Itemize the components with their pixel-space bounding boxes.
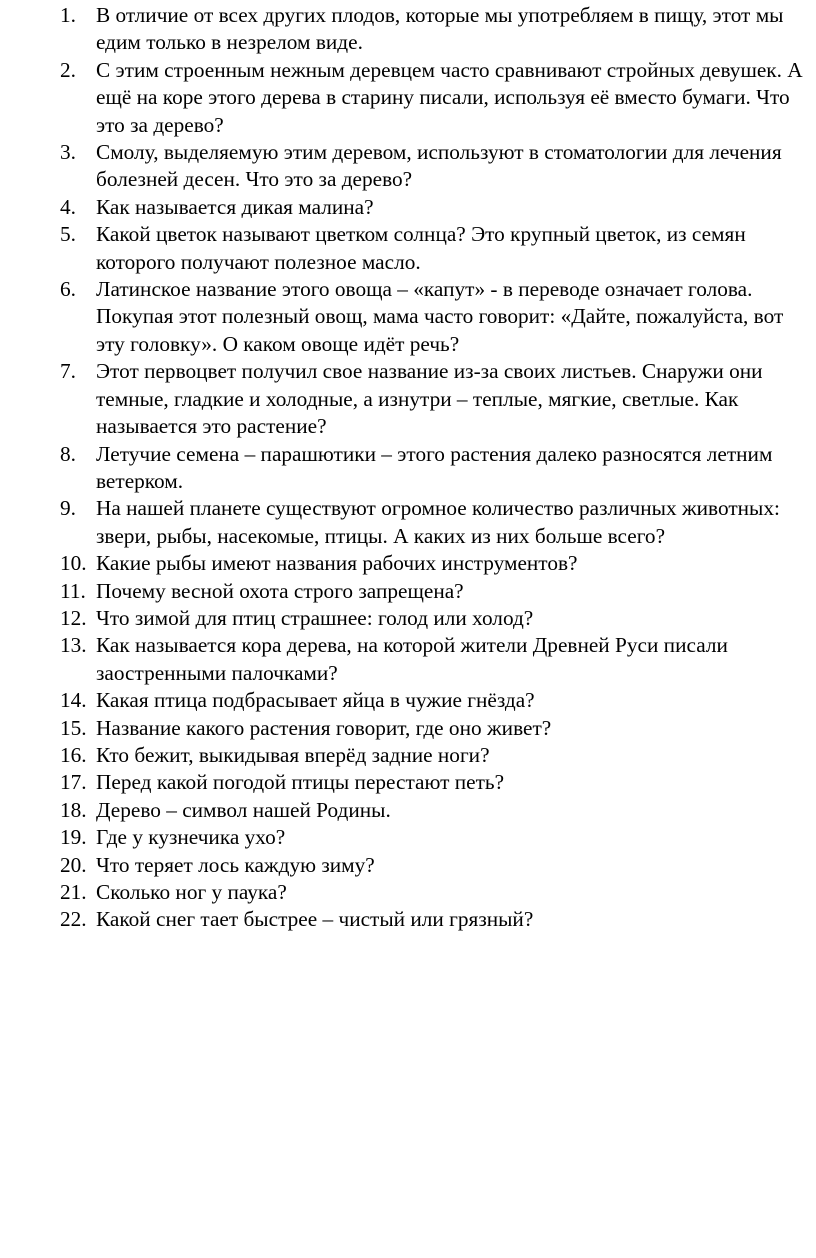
question-number: 14. xyxy=(60,688,87,713)
question-item-14 xyxy=(60,687,812,714)
question-item-20 xyxy=(60,852,812,879)
question-text: Название какого растения говорит, где оно живет? xyxy=(96,715,552,740)
question-text: Какие рыбы имеют названия рабочих инструментов? xyxy=(96,551,578,576)
question-text: С этим строенным нежным деревцем часто сравнивают стройных девушек. А ещё на коре этого дерева в старину писали, используя её вместо бумаги. Что это за дерево? xyxy=(96,57,803,137)
question-item-15 xyxy=(60,715,812,742)
question-text: В отличие от всех других плодов, которые мы употребляем в пищу, этот мы едим только в незрелом виде. xyxy=(96,3,784,55)
question-text: Латинское название этого овоща – «капут» - в переводе означает голова. Покупая этот полезный овощ, мама часто говорит: «Дайте, пожалуйста, вот эту головку». О каком овоще идёт речь? xyxy=(96,277,784,356)
question-item-7 xyxy=(60,358,812,440)
question-number: 19. xyxy=(60,825,87,850)
question-number: 11. xyxy=(60,578,86,603)
question-number: 1. xyxy=(60,3,76,27)
question-number: 15. xyxy=(60,715,87,740)
question-item-1 xyxy=(60,2,812,57)
question-text: Этот первоцвет получил свое название из-за своих листьев. Снаружи они темные, гладкие и холодные, а изнутри – теплые, мягкие, светлые. Как называется это растение? xyxy=(96,359,763,439)
question-item-12 xyxy=(60,605,812,632)
question-item-2 xyxy=(60,57,812,139)
question-item-16 xyxy=(60,742,812,769)
question-number: 6. xyxy=(60,277,76,302)
question-number: 22. xyxy=(60,907,87,932)
question-text: Почему весной охота строго запрещена? xyxy=(96,578,464,603)
question-item-10 xyxy=(60,550,812,577)
question-number: 3. xyxy=(60,140,76,165)
question-number: 10. xyxy=(60,551,87,576)
question-item-6 xyxy=(60,276,812,358)
question-text: Как называется дикая малина? xyxy=(96,194,374,219)
question-number: 12. xyxy=(60,605,87,630)
question-number: 20. xyxy=(60,852,87,877)
question-text: Что теряет лось каждую зиму? xyxy=(96,852,375,877)
question-text: Какой снег тает быстрее – чистый или грязный? xyxy=(96,907,534,932)
question-item-9 xyxy=(60,495,812,550)
question-item-22 xyxy=(60,906,812,933)
question-item-5 xyxy=(60,221,812,276)
question-text: Что зимой для птиц страшнее: голод или холод? xyxy=(96,605,534,630)
question-item-19 xyxy=(60,824,812,851)
question-number: 5. xyxy=(60,222,76,247)
question-text: Летучие семена – парашютики – этого растения далеко разносятся летним ветерком. xyxy=(96,441,773,493)
question-text: Дерево – символ нашей Родины. xyxy=(96,797,391,822)
question-list xyxy=(60,2,812,934)
question-text: Какой цветок называют цветком солнца? Это крупный цветок, из семян которого получают полезное масло. xyxy=(96,222,746,274)
question-number: 13. xyxy=(60,633,87,658)
question-text: Какая птица подбрасывает яйца в чужие гнёзда? xyxy=(96,688,535,713)
question-number: 4. xyxy=(60,194,76,219)
question-number: 7. xyxy=(60,359,76,384)
question-text: Как называется кора дерева, на которой жители Древней Руси писали заостренными палочками? xyxy=(96,633,728,685)
question-item-21 xyxy=(60,879,812,906)
question-number: 8. xyxy=(60,441,76,466)
question-number: 18. xyxy=(60,797,87,822)
question-number: 16. xyxy=(60,742,87,767)
question-text: Перед какой погодой птицы перестают петь? xyxy=(96,770,505,795)
question-text: Кто бежит, выкидывая вперёд задние ноги? xyxy=(96,742,490,767)
question-number: 2. xyxy=(60,57,76,82)
question-item-13 xyxy=(60,632,812,687)
question-text: На нашей планете существуют огромное количество различных животных: звери, рыбы, насекомые, птицы. А каких из них больше всего? xyxy=(96,496,780,548)
question-item-17 xyxy=(60,769,812,796)
question-item-4 xyxy=(60,194,812,221)
question-text: Где у кузнечика ухо? xyxy=(96,825,286,850)
question-item-3 xyxy=(60,139,812,194)
question-number: 9. xyxy=(60,496,76,521)
question-item-8 xyxy=(60,441,812,496)
question-item-11 xyxy=(60,578,812,605)
question-text: Сколько ног у паука? xyxy=(96,880,287,904)
question-number: 21. xyxy=(60,880,87,904)
question-text: Смолу, выделяемую этим деревом, используют в стоматологии для лечения болезней десен. Что это за дерево? xyxy=(96,140,782,192)
question-number: 17. xyxy=(60,770,87,795)
question-item-18 xyxy=(60,797,812,824)
